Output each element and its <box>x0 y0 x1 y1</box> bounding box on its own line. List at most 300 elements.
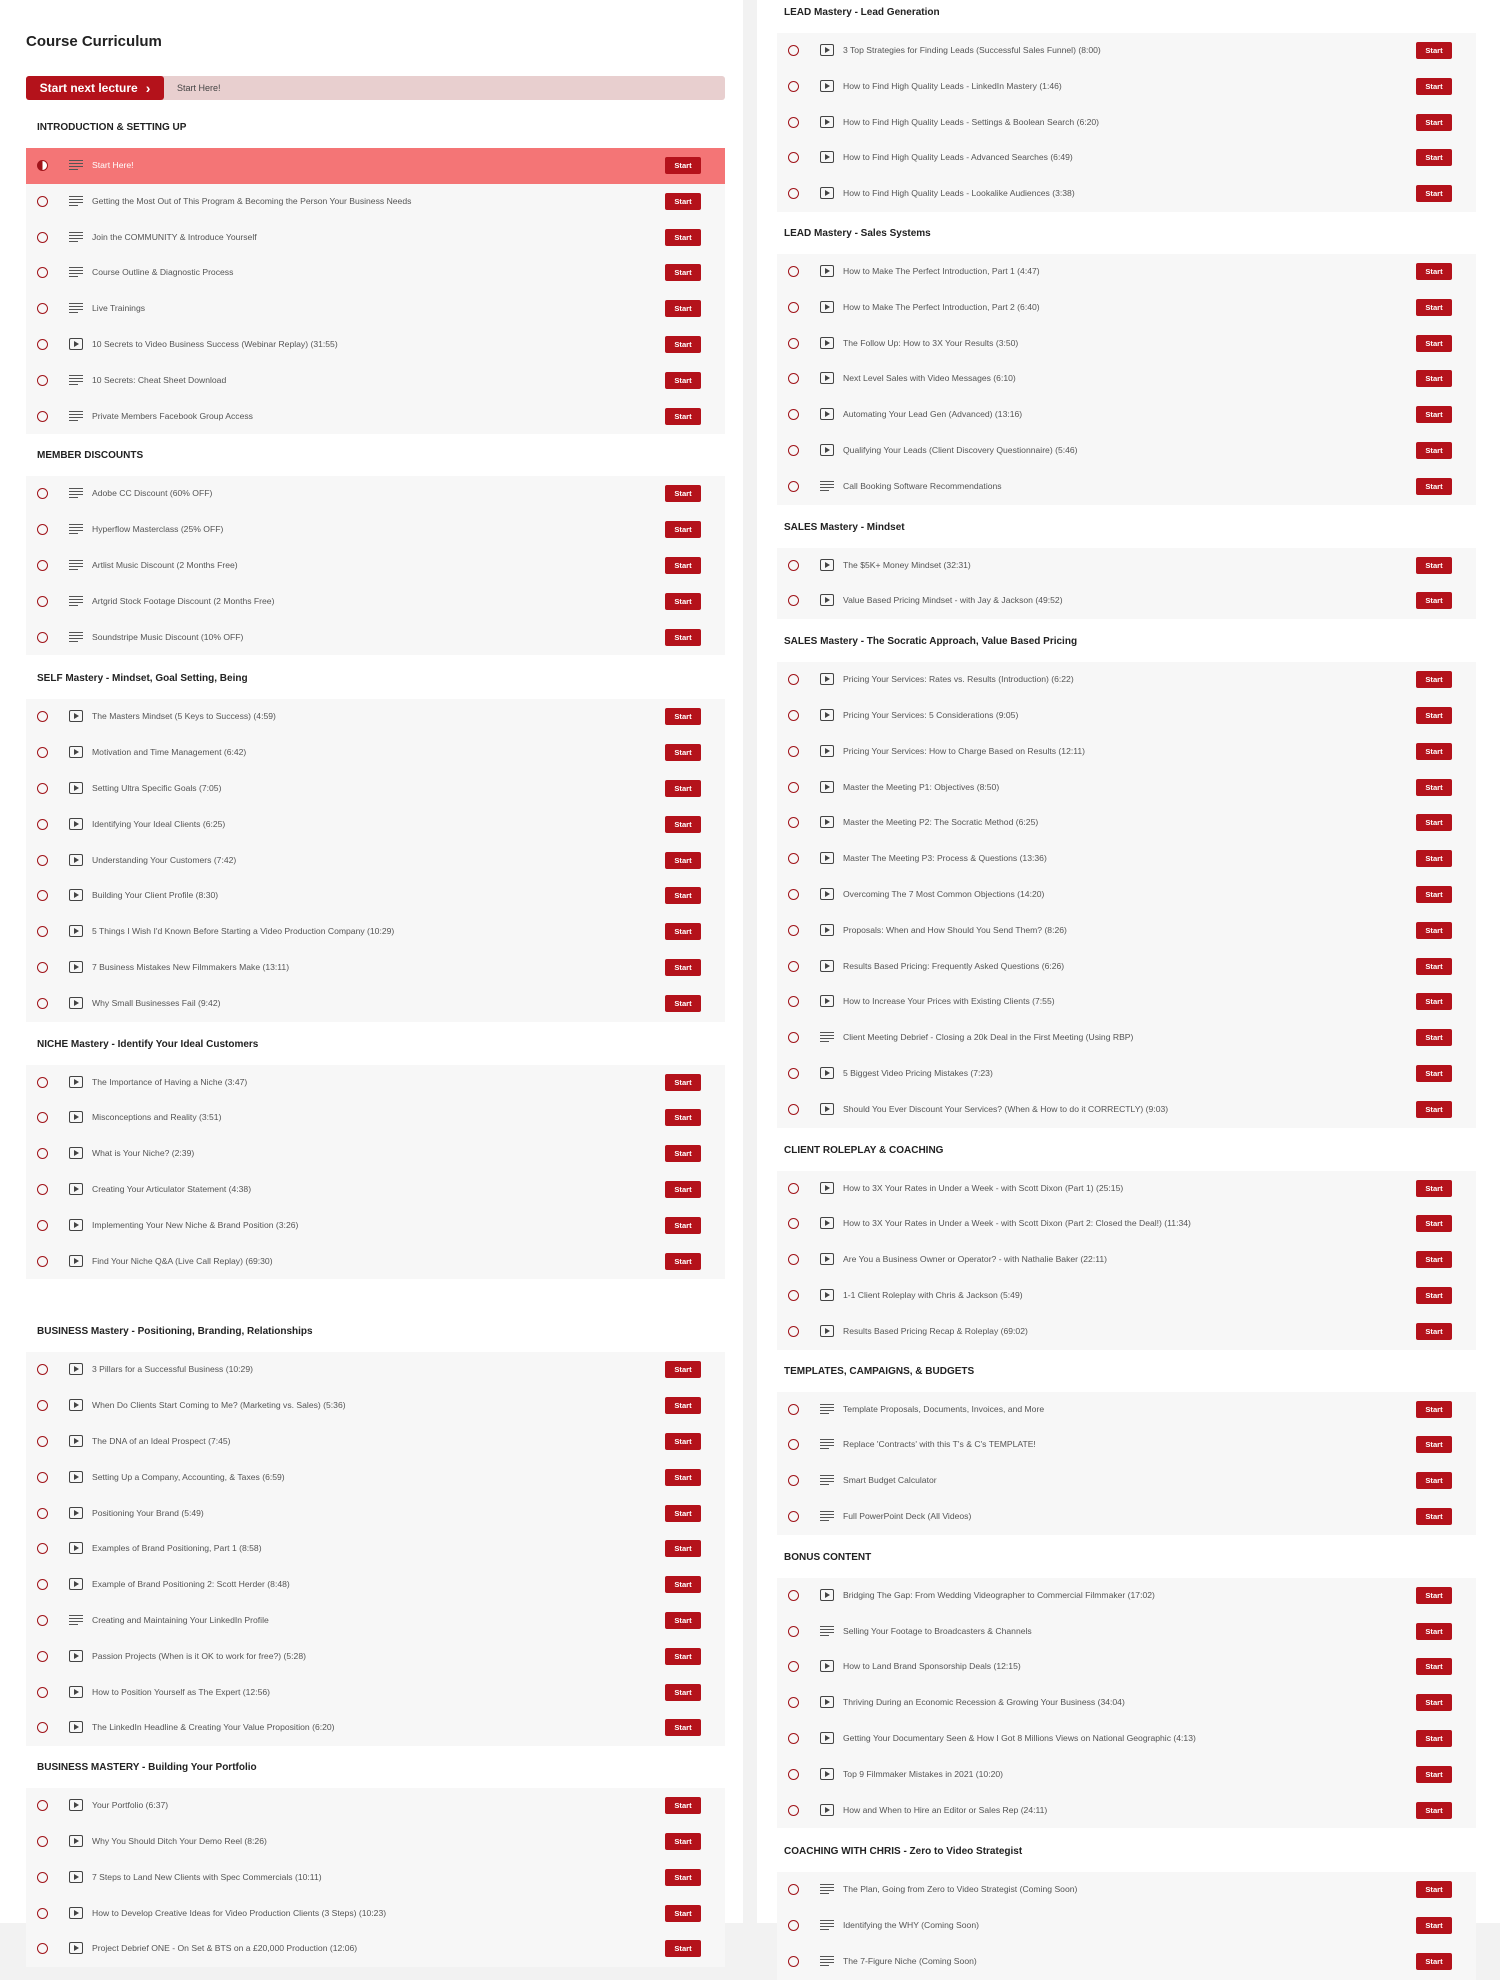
start-button[interactable]: Start <box>665 264 701 281</box>
lecture-row[interactable] <box>26 1567 725 1603</box>
start-button[interactable]: Start <box>665 1217 701 1234</box>
video-play-icon <box>820 995 834 1007</box>
lecture-title: 5 Biggest Video Pricing Mistakes (7:23) <box>843 1068 993 1078</box>
lecture-row[interactable] <box>26 620 725 656</box>
incomplete-circle-icon <box>788 409 799 420</box>
start-button[interactable]: Start <box>1416 743 1452 760</box>
start-button[interactable]: Start <box>1416 1287 1452 1304</box>
lecture-title: Thriving During an Economic Recession & Growing Your Business (34:04) <box>843 1697 1125 1708</box>
start-button[interactable]: Start <box>1416 1472 1452 1489</box>
video-play-icon <box>820 151 834 163</box>
video-play-icon <box>69 338 83 350</box>
lecture-row[interactable] <box>26 512 725 548</box>
text-lines-icon <box>820 1032 834 1042</box>
start-button[interactable]: Start <box>665 336 701 353</box>
start-button[interactable]: Start <box>1416 78 1452 95</box>
incomplete-circle-icon <box>788 1511 799 1522</box>
lecture-row[interactable] <box>777 105 1476 141</box>
start-button[interactable]: Start <box>665 521 701 538</box>
lecture-title: The $5K+ Money Mindset (32:31) <box>843 559 971 570</box>
lecture-title: 7 Business Mistakes New Filmmakers Make (13:11) <box>92 962 290 972</box>
lecture-title: Overcoming The 7 Most Common Objections (14:20) <box>843 889 1045 899</box>
start-button[interactable]: Start <box>665 1576 701 1593</box>
lecture-title: Automating Your Lead Gen (Advanced) (13:16) <box>843 409 1023 420</box>
lecture-row[interactable] <box>26 1352 725 1388</box>
incomplete-circle-icon <box>37 1651 48 1662</box>
start-button[interactable]: Start <box>665 1074 701 1091</box>
video-play-icon <box>820 709 834 721</box>
incomplete-circle-icon <box>37 1543 48 1554</box>
incomplete-circle-icon <box>788 1805 799 1816</box>
lecture-row[interactable] <box>777 877 1476 913</box>
lecture-row[interactable] <box>26 1388 725 1424</box>
video-play-icon <box>69 1799 83 1811</box>
lecture-title: The 7-Figure Niche (Coming Soon) <box>843 1956 977 1966</box>
incomplete-circle-icon <box>37 1364 48 1375</box>
lecture-row[interactable] <box>26 1424 725 1460</box>
start-button[interactable]: Start <box>1416 1802 1452 1819</box>
start-button[interactable]: Start <box>1416 1766 1452 1783</box>
section-title-bonus-content: BONUS CONTENT <box>784 1551 872 1563</box>
video-play-icon <box>820 1768 834 1780</box>
incomplete-circle-icon <box>37 524 48 535</box>
text-lines-icon <box>820 1956 834 1966</box>
start-button[interactable]: Start <box>1416 886 1452 903</box>
start-button[interactable]: Start <box>1416 42 1452 59</box>
lecture-row[interactable] <box>26 1460 725 1496</box>
start-button[interactable]: Start <box>665 1797 701 1814</box>
lecture-row[interactable] <box>777 1721 1476 1757</box>
text-lines-icon <box>820 1404 834 1414</box>
lecture-row[interactable] <box>26 148 725 184</box>
lecture-row[interactable] <box>26 1603 725 1639</box>
text-lines-icon <box>69 196 83 206</box>
start-button[interactable]: Start <box>1416 1401 1452 1418</box>
lecture-row[interactable] <box>777 949 1476 985</box>
start-button[interactable]: Start <box>1416 1953 1452 1970</box>
lecture-title: The Importance of Having a Niche (3:47) <box>92 1076 248 1087</box>
video-play-icon <box>820 1696 834 1708</box>
start-button[interactable]: Start <box>665 1648 701 1665</box>
lecture-row[interactable] <box>777 1427 1476 1463</box>
start-button[interactable]: Start <box>1416 263 1452 280</box>
start-button[interactable]: Start <box>665 300 701 317</box>
video-play-icon <box>69 1076 83 1088</box>
incomplete-circle-icon <box>37 1256 48 1267</box>
lecture-row[interactable] <box>26 1208 725 1244</box>
lecture-row[interactable] <box>26 327 725 363</box>
start-button[interactable]: Start <box>1416 1323 1452 1340</box>
section-title-business-mastery-positioning-branding-relationships: BUSINESS Mastery - Positioning, Branding, Relationships <box>37 1326 313 1338</box>
lecture-row[interactable] <box>26 1136 725 1172</box>
start-button[interactable]: Start <box>665 629 701 646</box>
lecture-title: Identifying Your Ideal Clients (6:25) <box>92 818 226 829</box>
lecture-row[interactable] <box>777 913 1476 949</box>
start-button[interactable]: Start <box>665 1719 701 1736</box>
incomplete-circle-icon <box>788 595 799 606</box>
start-button[interactable]: Start <box>665 485 701 502</box>
lecture-title: Passion Projects (When is it OK to work for free?) (5:28) <box>92 1650 306 1661</box>
lecture-title: Setting Up a Company, Accounting, & Taxes (6:59) <box>92 1471 285 1482</box>
video-play-icon <box>820 559 834 571</box>
lecture-row[interactable] <box>777 1872 1476 1908</box>
start-button[interactable]: Start <box>665 780 701 797</box>
lecture-row[interactable] <box>26 950 725 986</box>
start-button[interactable]: Start <box>665 923 701 940</box>
lecture-title: How to Find High Quality Leads - Lookalike Audiences (3:38) <box>843 188 1075 199</box>
start-button[interactable]: Start <box>1416 1215 1452 1232</box>
start-button[interactable]: Start <box>1416 557 1452 574</box>
lecture-row[interactable] <box>26 184 725 220</box>
start-button[interactable]: Start <box>665 1540 701 1557</box>
lecture-row[interactable] <box>777 290 1476 326</box>
incomplete-circle-icon <box>788 925 799 936</box>
lecture-row[interactable] <box>777 254 1476 290</box>
lecture-row[interactable] <box>777 33 1476 69</box>
start-button[interactable]: Start <box>665 1905 701 1922</box>
lecture-row[interactable] <box>777 1463 1476 1499</box>
start-button[interactable]: Start <box>1416 442 1452 459</box>
lecture-row[interactable] <box>26 291 725 327</box>
start-button[interactable]: Start <box>1416 592 1452 609</box>
video-play-icon <box>820 1103 834 1115</box>
video-play-icon <box>820 1589 834 1601</box>
start-button[interactable]: Start <box>1416 299 1452 316</box>
video-play-icon <box>69 889 83 901</box>
lecture-row[interactable] <box>26 363 725 399</box>
start-button[interactable]: Start <box>1416 1029 1452 1046</box>
video-play-icon <box>820 594 834 606</box>
lecture-row[interactable] <box>26 843 725 879</box>
lecture-row[interactable] <box>26 1675 725 1711</box>
lecture-row[interactable] <box>777 1242 1476 1278</box>
video-play-icon <box>820 1804 834 1816</box>
start-button[interactable]: Start <box>1416 1180 1452 1197</box>
lecture-row[interactable] <box>777 1499 1476 1535</box>
start-button[interactable]: Start <box>1416 185 1452 202</box>
video-play-icon <box>820 408 834 420</box>
incomplete-circle-icon <box>37 1687 48 1698</box>
lecture-row[interactable] <box>26 1860 725 1896</box>
lecture-row[interactable] <box>777 1092 1476 1128</box>
video-play-icon <box>69 1542 83 1554</box>
lecture-row[interactable] <box>777 397 1476 433</box>
lecture-row[interactable] <box>26 1244 725 1280</box>
start-button[interactable]: Start <box>665 1833 701 1850</box>
lecture-row[interactable] <box>777 1392 1476 1428</box>
incomplete-circle-icon <box>788 117 799 128</box>
start-button[interactable]: Start <box>1416 1436 1452 1453</box>
text-lines-icon <box>69 632 83 642</box>
lecture-row[interactable] <box>777 326 1476 362</box>
lecture-row[interactable] <box>777 1908 1476 1944</box>
video-play-icon <box>820 1325 834 1337</box>
start-button[interactable]: Start <box>1416 922 1452 939</box>
lecture-row[interactable] <box>777 841 1476 877</box>
start-button[interactable]: Start <box>665 557 701 574</box>
incomplete-circle-icon <box>37 998 48 1009</box>
lecture-row[interactable] <box>26 699 725 735</box>
section-title-coaching-with-chris-zero-to-video-strategist: COACHING WITH CHRIS - Zero to Video Strategist <box>784 1846 1023 1858</box>
start-button[interactable]: Start <box>1416 370 1452 387</box>
start-button[interactable]: Start <box>1416 1251 1452 1268</box>
start-button[interactable]: Start <box>1416 707 1452 724</box>
lecture-row[interactable] <box>777 1614 1476 1650</box>
start-button[interactable]: Start <box>665 229 701 246</box>
lecture-row[interactable] <box>26 399 725 435</box>
lecture-title: How to Make The Perfect Introduction, Part 1 (4:47) <box>843 266 1040 276</box>
lecture-row[interactable] <box>26 807 725 843</box>
start-button[interactable]: Start <box>665 1869 701 1886</box>
video-play-icon <box>820 888 834 900</box>
start-button[interactable]: Start <box>665 959 701 976</box>
lecture-row[interactable] <box>777 984 1476 1020</box>
lecture-row[interactable] <box>777 734 1476 770</box>
lecture-row[interactable] <box>777 1314 1476 1350</box>
lecture-row[interactable] <box>26 1496 725 1532</box>
video-play-icon <box>820 781 834 793</box>
lecture-title: Motivation and Time Management (6:42) <box>92 747 247 758</box>
start-button[interactable]: Start <box>665 1145 701 1162</box>
lecture-row[interactable] <box>777 1056 1476 1092</box>
video-play-icon <box>820 1732 834 1744</box>
section-title-member-discounts: MEMBER DISCOUNTS <box>37 450 144 462</box>
video-play-icon <box>69 782 83 794</box>
lecture-title: How to Position Yourself as The Expert (12:56) <box>92 1686 271 1697</box>
start-button[interactable]: Start <box>1416 779 1452 796</box>
lecture-row[interactable] <box>777 698 1476 734</box>
lecture-row[interactable] <box>26 584 725 620</box>
start-button[interactable]: Start <box>1416 1101 1452 1118</box>
video-play-icon <box>820 960 834 972</box>
lecture-row[interactable] <box>26 255 725 291</box>
lecture-row[interactable] <box>777 1206 1476 1242</box>
start-next-lecture-label: Start next lecture <box>39 81 138 95</box>
lecture-row[interactable] <box>26 1172 725 1208</box>
lecture-row[interactable] <box>777 1578 1476 1614</box>
lecture-row[interactable] <box>26 220 725 256</box>
video-play-icon <box>69 854 83 866</box>
lecture-row[interactable] <box>777 1757 1476 1793</box>
start-button[interactable]: Start <box>665 193 701 210</box>
start-button[interactable]: Start <box>1416 1508 1452 1525</box>
section-title-business-mastery-building-your-portfolio: BUSINESS MASTERY - Building Your Portfolio <box>37 1762 257 1774</box>
start-button[interactable]: Start <box>665 408 701 425</box>
lecture-row[interactable] <box>26 548 725 584</box>
video-play-icon <box>69 1255 83 1267</box>
lecture-row[interactable] <box>26 771 725 807</box>
start-button[interactable]: Start <box>665 1397 701 1414</box>
lecture-title: Example of Brand Positioning 2: Scott Herder (8:48) <box>92 1579 290 1590</box>
lecture-title: The DNA of an Ideal Prospect (7:45) <box>92 1436 231 1446</box>
lecture-row[interactable] <box>26 878 725 914</box>
start-button[interactable]: Start <box>1416 1881 1452 1898</box>
start-button[interactable]: Start <box>1416 993 1452 1010</box>
video-play-icon <box>69 1578 83 1590</box>
start-button[interactable]: Start <box>665 1253 701 1270</box>
incomplete-circle-icon <box>37 1872 48 1883</box>
incomplete-circle-icon <box>788 1661 799 1672</box>
video-play-icon <box>820 1289 834 1301</box>
lecture-row[interactable] <box>777 469 1476 505</box>
start-button[interactable]: Start <box>665 1433 701 1450</box>
video-play-icon <box>820 444 834 456</box>
start-button[interactable]: Start <box>665 1469 701 1486</box>
incomplete-circle-icon <box>788 1884 799 1895</box>
start-button[interactable]: Start <box>665 1109 701 1126</box>
start-button[interactable]: Start <box>665 1940 701 1957</box>
start-next-lecture-button[interactable] <box>26 76 164 100</box>
lecture-row[interactable] <box>26 1100 725 1136</box>
video-play-icon <box>69 1721 83 1733</box>
lecture-row[interactable] <box>26 1710 725 1746</box>
lecture-title: 5 Things I Wish I'd Known Before Starting a Video Production Company (10:29) <box>92 926 395 937</box>
lecture-row[interactable] <box>26 476 725 512</box>
lecture-row[interactable] <box>26 1639 725 1675</box>
start-button[interactable]: Start <box>665 1684 701 1701</box>
start-button[interactable]: Start <box>665 708 701 725</box>
lecture-row[interactable] <box>777 1649 1476 1685</box>
incomplete-circle-icon <box>37 711 48 722</box>
lecture-title: Getting Your Documentary Seen & How I Got 8 Millions Views on National Geographic (4:13) <box>843 1733 1196 1743</box>
start-button[interactable]: Start <box>665 816 701 833</box>
incomplete-circle-icon <box>37 339 48 350</box>
lecture-title: Your Portfolio (6:37) <box>92 1800 169 1811</box>
start-button[interactable]: Start <box>1416 814 1452 831</box>
lecture-row[interactable] <box>26 1065 725 1101</box>
lecture-title: How to 3X Your Rates in Under a Week - with Scott Dixon (Part 1) (25:15) <box>843 1182 1124 1193</box>
start-button[interactable]: Start <box>665 157 701 174</box>
start-button[interactable]: Start <box>1416 406 1452 423</box>
lecture-title: Why You Should Ditch Your Demo Reel (8:26) <box>92 1836 267 1846</box>
lecture-row[interactable] <box>777 662 1476 698</box>
incomplete-circle-icon <box>788 1733 799 1744</box>
start-button[interactable]: Start <box>1416 1694 1452 1711</box>
start-button[interactable]: Start <box>665 1612 701 1629</box>
start-button[interactable]: Start <box>1416 1065 1452 1082</box>
lecture-row[interactable] <box>26 735 725 771</box>
incomplete-circle-icon <box>788 1697 799 1708</box>
lecture-title: Examples of Brand Positioning, Part 1 (8:58) <box>92 1543 262 1554</box>
text-lines-icon <box>820 1511 834 1521</box>
lecture-row[interactable] <box>777 69 1476 105</box>
lecture-title: Call Booking Software Recommendations <box>843 480 1002 491</box>
lecture-title: How to Find High Quality Leads - Advanced Searches (6:49) <box>843 152 1073 163</box>
start-button[interactable]: Start <box>665 887 701 904</box>
incomplete-circle-icon <box>788 1068 799 1079</box>
lecture-row[interactable] <box>777 583 1476 619</box>
lecture-row[interactable] <box>777 140 1476 176</box>
start-button[interactable]: Start <box>1416 850 1452 867</box>
start-button[interactable]: Start <box>665 1505 701 1522</box>
lecture-title: How to Make The Perfect Introduction, Part 2 (6:40) <box>843 301 1040 312</box>
lecture-title: The Masters Mindset (5 Keys to Success) (4:59) <box>92 711 276 722</box>
video-play-icon <box>69 1219 83 1231</box>
video-play-icon <box>69 1399 83 1411</box>
video-play-icon <box>820 1660 834 1672</box>
video-play-icon <box>820 116 834 128</box>
lecture-row[interactable] <box>777 1944 1476 1980</box>
lecture-title: How to 3X Your Rates in Under a Week - with Scott Dixon (Part 2: Closed the Deal!) (11:34) <box>843 1218 1191 1229</box>
lecture-row[interactable] <box>26 1824 725 1860</box>
lecture-title: When Do Clients Start Coming to Me? (Marketing vs. Sales) (5:36) <box>92 1400 346 1411</box>
start-button[interactable]: Start <box>1416 1730 1452 1747</box>
start-button[interactable]: Start <box>665 593 701 610</box>
lecture-title: Pricing Your Services: Rates vs. Results (Introduction) (6:22) <box>843 674 1074 685</box>
start-button[interactable]: Start <box>665 744 701 761</box>
video-play-icon <box>820 924 834 936</box>
start-button[interactable]: Start <box>1416 1917 1452 1934</box>
start-button[interactable]: Start <box>665 372 701 389</box>
lecture-row[interactable] <box>777 548 1476 584</box>
chevron-right-icon: › <box>145 80 151 96</box>
start-button[interactable]: Start <box>1416 335 1452 352</box>
video-play-icon <box>69 1111 83 1123</box>
curriculum-left-panel <box>0 0 743 1954</box>
lecture-row[interactable] <box>777 805 1476 841</box>
start-button[interactable]: Start <box>1416 1658 1452 1675</box>
lecture-row[interactable] <box>26 986 725 1022</box>
start-button[interactable]: Start <box>1416 478 1452 495</box>
lecture-row[interactable] <box>26 1788 725 1824</box>
lecture-row[interactable] <box>26 1931 725 1967</box>
incomplete-circle-icon <box>37 1220 48 1231</box>
incomplete-circle-icon <box>37 1722 48 1733</box>
start-button[interactable]: Start <box>665 1181 701 1198</box>
lecture-row[interactable] <box>777 770 1476 806</box>
lecture-title: 7 Steps to Land New Clients with Spec Commercials (10:11) <box>92 1871 322 1882</box>
lecture-row[interactable] <box>777 1171 1476 1207</box>
lecture-row[interactable] <box>26 1531 725 1567</box>
start-button[interactable]: Start <box>665 852 701 869</box>
incomplete-circle-icon <box>788 853 799 864</box>
incomplete-circle-icon <box>37 1943 48 1954</box>
start-button[interactable]: Start <box>1416 958 1452 975</box>
incomplete-circle-icon <box>788 1475 799 1486</box>
in-progress-circle-icon <box>37 160 48 171</box>
lecture-row[interactable] <box>777 1278 1476 1314</box>
lecture-title: Identifying the WHY (Coming Soon) <box>843 1920 979 1931</box>
incomplete-circle-icon <box>788 1183 799 1194</box>
video-play-icon <box>820 1253 834 1265</box>
video-play-icon <box>69 997 83 1009</box>
text-lines-icon <box>69 596 83 606</box>
text-lines-icon <box>69 303 83 313</box>
start-button[interactable]: Start <box>665 995 701 1012</box>
start-button[interactable]: Start <box>1416 1623 1452 1640</box>
text-lines-icon <box>69 267 83 277</box>
start-button[interactable]: Start <box>1416 671 1452 688</box>
video-play-icon <box>69 1507 83 1519</box>
lecture-row[interactable] <box>777 433 1476 469</box>
lecture-title: Pricing Your Services: How to Charge Based on Results (12:11) <box>843 745 1086 756</box>
start-button[interactable]: Start <box>1416 114 1452 131</box>
lecture-title: How to Find High Quality Leads - LinkedIn Mastery (1:46) <box>843 80 1062 91</box>
start-button[interactable]: Start <box>1416 149 1452 166</box>
lecture-row[interactable] <box>777 1685 1476 1721</box>
incomplete-circle-icon <box>37 1472 48 1483</box>
incomplete-circle-icon <box>788 1218 799 1229</box>
video-play-icon <box>820 337 834 349</box>
lecture-row[interactable] <box>777 361 1476 397</box>
lecture-row[interactable] <box>777 1020 1476 1056</box>
lecture-row[interactable] <box>26 914 725 950</box>
lecture-row[interactable] <box>777 176 1476 212</box>
lecture-row[interactable] <box>777 1793 1476 1829</box>
start-button[interactable]: Start <box>665 1361 701 1378</box>
start-button[interactable]: Start <box>1416 1587 1452 1604</box>
lecture-row[interactable] <box>26 1896 725 1932</box>
